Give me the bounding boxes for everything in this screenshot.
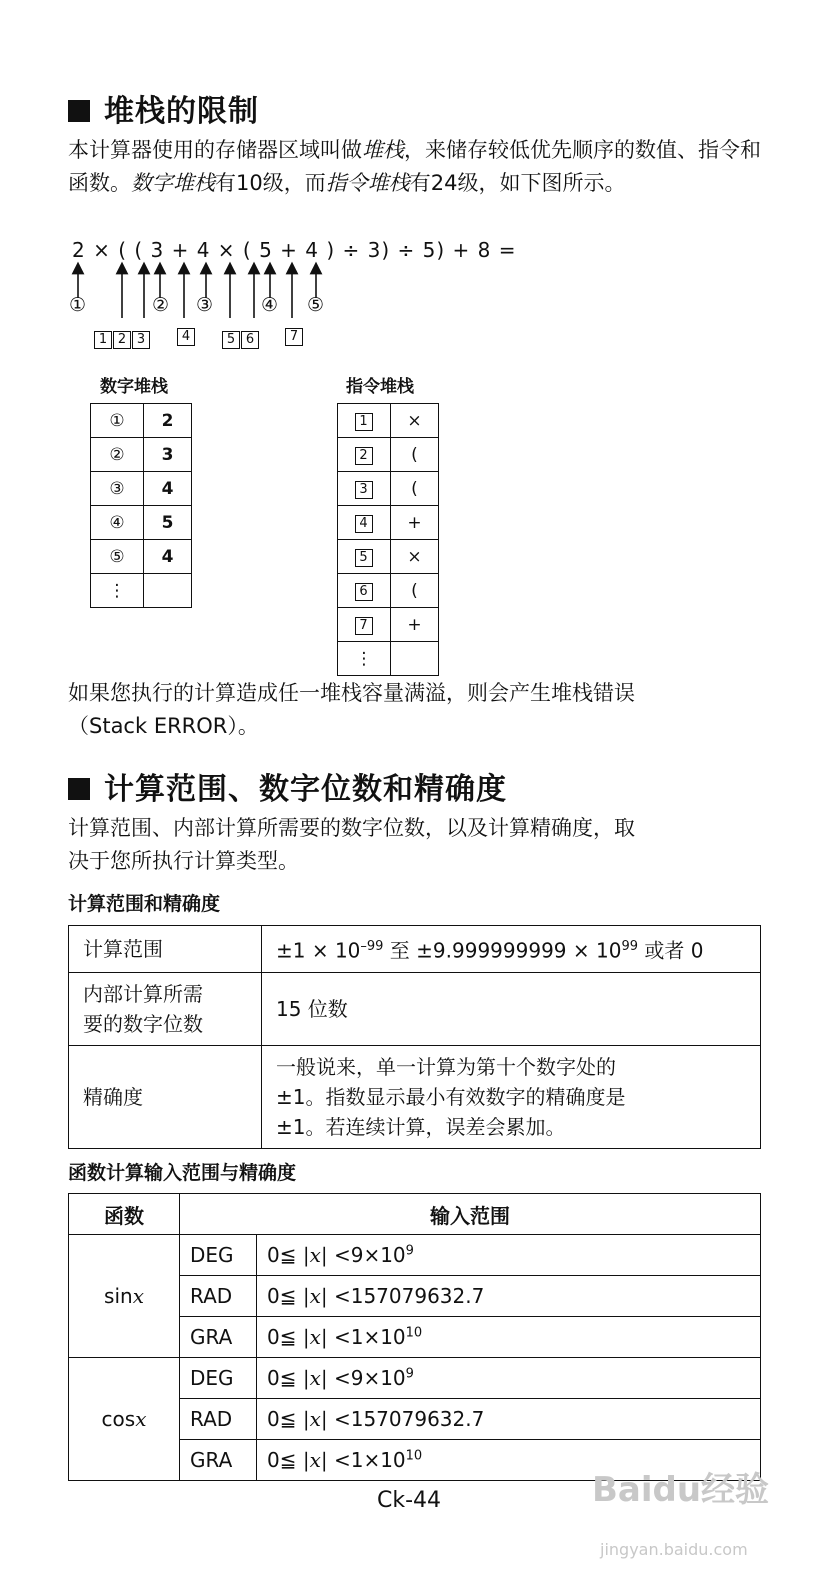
marker-cmd-2: 2 bbox=[113, 331, 131, 349]
section-heading-range bbox=[68, 764, 507, 808]
stack-command bbox=[391, 642, 439, 676]
table-row bbox=[338, 506, 439, 540]
stack-level bbox=[338, 438, 391, 472]
table-row bbox=[338, 438, 439, 472]
stack-level-box: 7 bbox=[355, 617, 373, 635]
table-header-row bbox=[69, 1194, 761, 1235]
stack-level-box: 3 bbox=[355, 481, 373, 499]
input-range: 0≦ $|x| <9\times 10^9$ bbox=[257, 1235, 761, 1276]
stack-level bbox=[338, 472, 391, 506]
table-row bbox=[91, 540, 192, 574]
cmd-markers-group-1 bbox=[94, 328, 151, 349]
para-run: 有10级，而 bbox=[215, 171, 326, 195]
command-stack-table bbox=[337, 403, 439, 676]
baidu-watermark-logo: Baidu经验 bbox=[592, 1470, 770, 1510]
input-range: 0≦ $|x| <1\times 10^{10}$ bbox=[257, 1440, 761, 1481]
stack-command: ( bbox=[391, 472, 439, 506]
stack-command: ( bbox=[391, 438, 439, 472]
marker-cmd-6: 6 bbox=[241, 331, 259, 349]
table-row bbox=[69, 1045, 761, 1148]
table-row bbox=[91, 404, 192, 438]
table-row bbox=[338, 540, 439, 574]
table-row bbox=[91, 438, 192, 472]
angle-mode: DEG bbox=[180, 1235, 257, 1276]
stack-level bbox=[338, 540, 391, 574]
angle-mode: RAD bbox=[180, 1276, 257, 1317]
table1-title: 计算范围和精确度 bbox=[68, 893, 221, 915]
stack-level: ⋮ bbox=[338, 642, 391, 676]
marker-num-2: ② bbox=[152, 294, 170, 316]
stack-command: + bbox=[391, 506, 439, 540]
marker-cmd-4: 4 bbox=[177, 328, 195, 346]
digits-label: 内部计算所需 要的数字位数 bbox=[69, 972, 262, 1045]
stack-error-line-1: 如果您执行的计算造成任一堆栈容量满溢，则会产生堆栈错误 bbox=[68, 681, 635, 705]
marker-num-1: ① bbox=[69, 294, 87, 316]
baidu-watermark-url: jingyan.baidu.com bbox=[600, 1540, 748, 1559]
section-title: 计算范围、数字位数和精确度 bbox=[104, 772, 507, 807]
range-accuracy-table bbox=[68, 925, 761, 1149]
section-heading-stack-limit bbox=[68, 86, 259, 130]
stack-value bbox=[144, 574, 192, 608]
numeric-stack-label: 数字堆栈 bbox=[100, 377, 168, 397]
stack-command: × bbox=[391, 404, 439, 438]
stack-level-box: 5 bbox=[355, 549, 373, 567]
table2-title: 函数计算输入范围与精确度 bbox=[68, 1162, 297, 1184]
stack-level: ③ bbox=[91, 472, 144, 506]
input-range: 0≦ $|x| <9\times 10^9$ bbox=[257, 1358, 761, 1399]
header-input-range: 输入范围 bbox=[180, 1194, 761, 1235]
table-row bbox=[69, 926, 761, 973]
para-run: 本计算器使用的存储器区域叫做 bbox=[68, 138, 362, 162]
table-row bbox=[91, 472, 192, 506]
function-name: cosx bbox=[69, 1358, 180, 1481]
input-range: 0≦ |x| <157079632.7 bbox=[257, 1399, 761, 1440]
stack-level bbox=[338, 608, 391, 642]
accuracy-label: 精确度 bbox=[69, 1045, 262, 1148]
function-range-table bbox=[68, 1193, 761, 1481]
marker-cmd-3: 3 bbox=[132, 331, 150, 349]
stack-level bbox=[338, 506, 391, 540]
table-row bbox=[69, 1358, 761, 1399]
stack-level: ① bbox=[91, 404, 144, 438]
stack-level: ⋮ bbox=[91, 574, 144, 608]
example-formula: 2 × ( ( 3 + 4 × ( 5 + 4 ) ÷ 3) ÷ 5) + 8 = bbox=[72, 238, 517, 262]
command-stack-label: 指令堆栈 bbox=[346, 377, 414, 397]
stack-level: ⑤ bbox=[91, 540, 144, 574]
stack-intro-paragraph bbox=[68, 134, 768, 200]
stack-error-line-2: （Stack ERROR）。 bbox=[68, 714, 259, 738]
table-row bbox=[338, 574, 439, 608]
table-row bbox=[338, 608, 439, 642]
range-intro-line-2: 决于您所执行计算类型。 bbox=[68, 849, 299, 873]
input-range: 0≦ $|x| <1\times 10^{10}$ bbox=[257, 1317, 761, 1358]
stack-command: ( bbox=[391, 574, 439, 608]
header-function: 函数 bbox=[69, 1194, 180, 1235]
marker-num-5: ⑤ bbox=[307, 294, 325, 316]
page-number: Ck-44 bbox=[377, 1488, 442, 1513]
stack-value: 3 bbox=[144, 438, 192, 472]
stack-level-box: 2 bbox=[355, 447, 373, 465]
para-run: ，来储存较低优先顺序的数值、指令和函数。 bbox=[68, 138, 761, 195]
angle-mode: RAD bbox=[180, 1399, 257, 1440]
input-range: 0≦ |x| <157079632.7 bbox=[257, 1276, 761, 1317]
table-row bbox=[338, 404, 439, 438]
marker-cmd-7: 7 bbox=[285, 328, 303, 346]
table-row bbox=[91, 574, 192, 608]
marker-num-3: ③ bbox=[196, 294, 214, 316]
table-row bbox=[338, 642, 439, 676]
stack-level bbox=[338, 404, 391, 438]
para-run: 指令堆栈 bbox=[325, 171, 410, 195]
para-run: 数字堆栈 bbox=[131, 171, 215, 195]
range-label: 计算范围 bbox=[69, 926, 262, 973]
stack-value: 2 bbox=[144, 404, 192, 438]
stack-command: × bbox=[391, 540, 439, 574]
range-intro-line-1: 计算范围、内部计算所需要的数字位数，以及计算精确度，取 bbox=[68, 816, 635, 840]
marker-cmd-1: 1 bbox=[94, 331, 112, 349]
table-row bbox=[338, 472, 439, 506]
function-name: sinx bbox=[69, 1235, 180, 1358]
numeric-stack-table bbox=[90, 403, 192, 608]
square-bullet-icon bbox=[68, 778, 90, 800]
stack-error-paragraph bbox=[68, 677, 778, 743]
table-row bbox=[69, 972, 761, 1045]
table-row bbox=[69, 1235, 761, 1276]
stack-value: 4 bbox=[144, 472, 192, 506]
angle-mode: GRA bbox=[180, 1440, 257, 1481]
angle-mode: GRA bbox=[180, 1317, 257, 1358]
section-title: 堆栈的限制 bbox=[104, 94, 259, 129]
angle-mode: DEG bbox=[180, 1358, 257, 1399]
stack-level-box: 6 bbox=[355, 583, 373, 601]
marker-cmd-5: 5 bbox=[222, 331, 240, 349]
cmd-markers-group-2 bbox=[222, 328, 260, 349]
stack-value: 5 bbox=[144, 506, 192, 540]
stack-level-box: 1 bbox=[355, 413, 373, 431]
range-intro-paragraph bbox=[68, 812, 778, 878]
stack-command: + bbox=[391, 608, 439, 642]
stack-value: 4 bbox=[144, 540, 192, 574]
square-bullet-icon bbox=[68, 100, 90, 122]
marker-num-4: ④ bbox=[261, 294, 279, 316]
stack-level bbox=[338, 574, 391, 608]
stack-level: ② bbox=[91, 438, 144, 472]
accuracy-value: 一般说来，单一计算为第十个数字处的 ±1。指数显示最小有效数字的精确度是 ±1。若连续计算，误差会累加。 bbox=[262, 1045, 761, 1148]
para-run: 堆栈 bbox=[362, 138, 404, 162]
range-value: $\pm 1 \times 10^{-99}$ 至 $\pm 9.999999999 \times 10^{99}$ 或者 0 bbox=[262, 926, 761, 973]
stack-level: ④ bbox=[91, 506, 144, 540]
para-run: 有24级，如下图所示。 bbox=[409, 171, 626, 195]
table-row bbox=[91, 506, 192, 540]
stack-level-box: 4 bbox=[355, 515, 373, 533]
digits-value: 15 位数 bbox=[262, 972, 761, 1045]
